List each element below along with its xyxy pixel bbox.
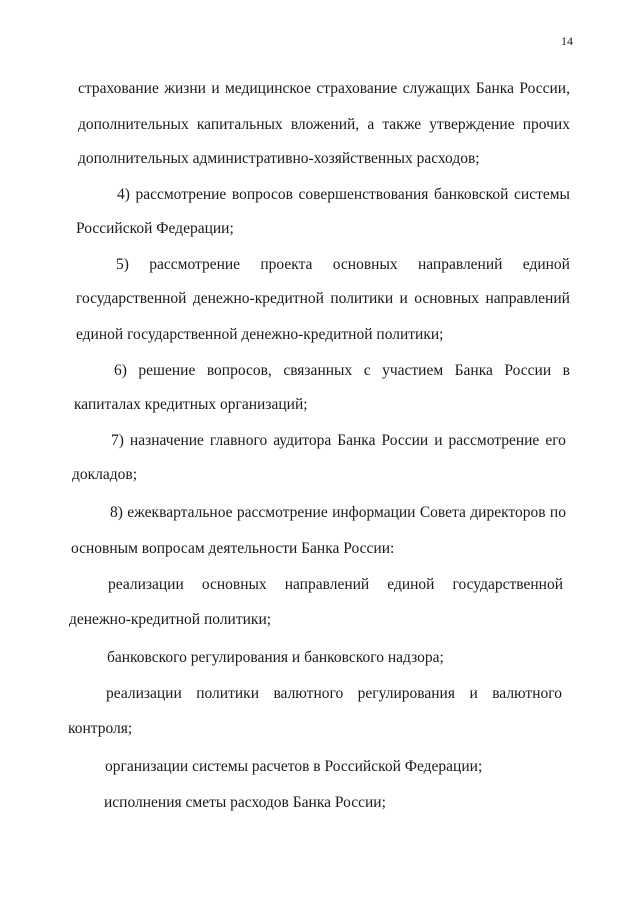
text-line bbox=[78, 116, 570, 134]
word: аудитора bbox=[273, 432, 332, 449]
text-line bbox=[76, 290, 570, 308]
word: реализации bbox=[106, 685, 182, 702]
page-number: 14 bbox=[561, 34, 573, 48]
word: единой bbox=[387, 576, 435, 593]
word: 6) bbox=[114, 362, 127, 379]
word: Банка bbox=[337, 432, 376, 449]
word: жизни bbox=[164, 80, 206, 97]
word: политики bbox=[196, 685, 259, 702]
text-line: Российской Федерации; bbox=[76, 220, 234, 237]
text-line: денежно-кредитной политики; bbox=[69, 611, 272, 628]
word: страхование bbox=[78, 80, 159, 97]
word: вопросов bbox=[231, 186, 293, 203]
word: в bbox=[562, 362, 570, 379]
text-line: контроля; bbox=[68, 720, 133, 737]
word: утверждение bbox=[429, 116, 515, 133]
word: рассмотрение bbox=[236, 504, 328, 521]
word: прочих bbox=[522, 116, 570, 133]
word: и bbox=[469, 685, 478, 702]
text-line bbox=[117, 186, 570, 204]
word: денежно-кредитной bbox=[192, 290, 324, 307]
word: рассмотрение bbox=[448, 432, 540, 449]
text-line bbox=[110, 504, 566, 522]
word: основных bbox=[332, 256, 398, 273]
word: банковской bbox=[434, 186, 509, 203]
word: вложений, bbox=[290, 116, 360, 133]
word: России bbox=[381, 432, 429, 449]
text-line bbox=[116, 256, 570, 274]
word: валютного bbox=[492, 685, 562, 702]
text-line bbox=[111, 432, 566, 450]
word: капитальных bbox=[196, 116, 283, 133]
word: 7) bbox=[111, 432, 124, 449]
text-line: докладов; bbox=[72, 466, 138, 483]
word: директоров bbox=[470, 504, 546, 521]
word: Банка bbox=[454, 362, 493, 379]
text-line: дополнительных административно-хозяйственных расходов; bbox=[78, 150, 480, 167]
text-line bbox=[114, 362, 570, 380]
word: валютного bbox=[273, 685, 344, 702]
word: связанных bbox=[283, 362, 353, 379]
word: Совета bbox=[419, 504, 466, 521]
text-line: исполнения сметы расходов Банка России; bbox=[104, 794, 386, 811]
word: также bbox=[382, 116, 422, 133]
word: основных bbox=[414, 290, 480, 307]
word: 8) bbox=[110, 504, 123, 521]
text-line: основным вопросам деятельности Банка России: bbox=[71, 540, 395, 557]
word: по bbox=[549, 504, 566, 521]
word: служащих bbox=[402, 80, 471, 97]
word: направлений bbox=[284, 576, 370, 593]
word: 5) bbox=[116, 256, 129, 273]
word: ежеквартальное bbox=[127, 504, 233, 521]
word: направлений bbox=[485, 290, 570, 307]
word: государственной bbox=[76, 290, 187, 307]
word: Банка bbox=[475, 80, 514, 97]
word: направлений bbox=[417, 256, 503, 273]
word: России, bbox=[519, 80, 570, 97]
word: назначение bbox=[129, 432, 204, 449]
word: главного bbox=[209, 432, 268, 449]
word: страхование bbox=[316, 80, 398, 97]
word: 4) bbox=[117, 186, 130, 203]
text-line bbox=[108, 576, 563, 594]
word: а bbox=[367, 116, 375, 133]
word: и bbox=[211, 80, 220, 97]
word: реализации bbox=[108, 576, 184, 593]
text-line: банковского регулирования и банковского надзора; bbox=[107, 649, 444, 666]
word: основных bbox=[201, 576, 267, 593]
text-line: единой государственной денежно-кредитной политики; bbox=[76, 326, 444, 343]
text-line bbox=[78, 80, 570, 98]
word: совершенствования bbox=[298, 186, 429, 203]
word: информации bbox=[332, 504, 416, 521]
word: регулирования bbox=[357, 685, 455, 702]
word: политики bbox=[330, 290, 394, 307]
word: рассмотрение bbox=[149, 256, 241, 273]
word: решение bbox=[138, 362, 196, 379]
word: и bbox=[399, 290, 408, 307]
word: дополнительных bbox=[78, 116, 189, 133]
word: участием bbox=[382, 362, 444, 379]
word: единой bbox=[522, 256, 570, 273]
text-line: капиталах кредитных организаций; bbox=[74, 396, 308, 413]
text-line: организации системы расчетов в Российской Федерации; bbox=[105, 758, 483, 775]
word: медицинское bbox=[225, 80, 311, 97]
word: системы bbox=[514, 186, 570, 203]
word: государственной bbox=[452, 576, 563, 593]
word: с bbox=[363, 362, 371, 379]
word: и bbox=[434, 432, 443, 449]
word: вопросов, bbox=[206, 362, 272, 379]
text-line bbox=[106, 685, 562, 703]
word: рассмотрение bbox=[135, 186, 227, 203]
word: его bbox=[545, 432, 566, 449]
word: проекта bbox=[260, 256, 313, 273]
word: России bbox=[504, 362, 552, 379]
